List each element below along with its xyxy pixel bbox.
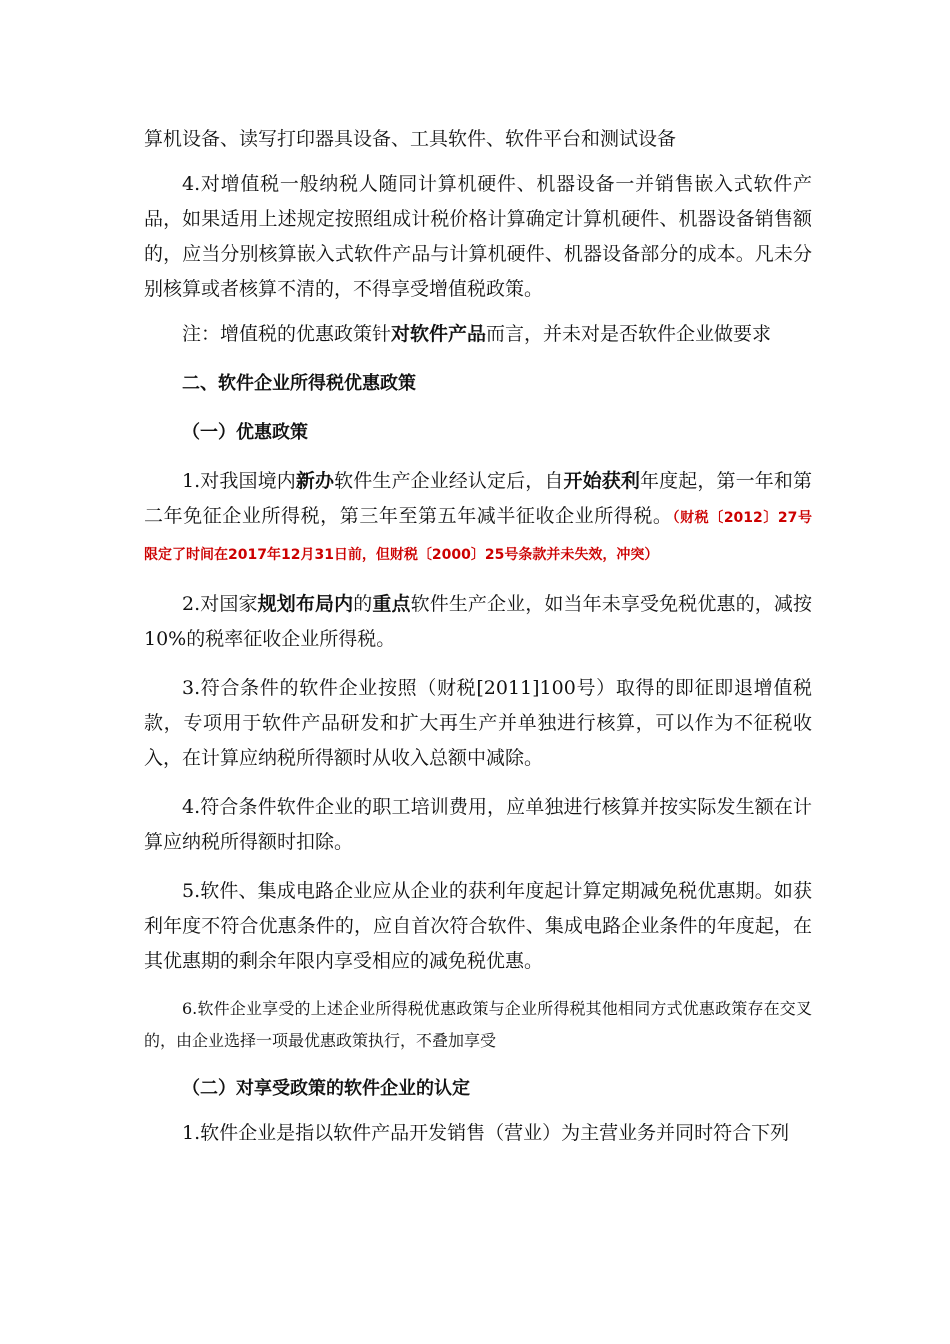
item1-text-a: 1.对我国境内 [182, 470, 296, 492]
item2-text-c: 软件生产企业，如当年未享受免税优惠的，减按10%的税率征收企业所得税。 [144, 593, 812, 650]
item1-emphasis-new: 新办 [295, 470, 335, 492]
item1-red-annotation: （财税〔2012〕27号 限定了时间在2017年12月31日前，但财税〔2000〕25号条款并未失效，冲突） [144, 510, 826, 563]
paragraph-continuation: 算机设备、读写打印器具设备、工具软件、软件平台和测试设备 [144, 128, 677, 150]
item2-text-b: 的 [353, 593, 373, 615]
policy-item-5: 5.软件、集成电路企业应从企业的获利年度起计算定期减免税优惠期。如获利年度不符合优惠条件的，应自首次符合软件、集成电路企业条件的年度起，在其优惠期的剩余年限内享受相应的减免税优惠。 [144, 880, 812, 972]
item2-emphasis-key: 重点 [372, 593, 411, 615]
certification-item-1: 1.软件企业是指以软件产品开发销售（营业）为主营业务并同时符合下列 [182, 1122, 790, 1144]
policy-item-2 [144, 587, 812, 657]
item2-emphasis-planning: 规划布局内 [257, 593, 354, 615]
note-paragraph [144, 317, 812, 352]
item1-emphasis-profit: 开始获利 [563, 470, 641, 492]
policy-item-4: 4.符合条件软件企业的职工培训费用，应单独进行核算并按实际发生额在计算应纳税所得额时扣除。 [144, 796, 812, 853]
policy-item-1 [144, 464, 826, 573]
subsection-heading-certification: （二）对享受政策的软件企业的认定 [182, 1078, 470, 1099]
item1-text-b: 软件生产企业经认定后，自 [334, 470, 564, 492]
note-text-end: 而言，并未对是否软件企业做要求 [486, 323, 772, 345]
subsection-heading-policies: （一）优惠政策 [182, 422, 308, 443]
paragraph-embedded-software: 4.对增值税一般纳税人随同计算机硬件、机器设备一并销售嵌入式软件产品，如果适用上述规定按照组成计税价格计算确定计算机硬件、机器设备销售额的，应当分别核算嵌入式软件产品与计算机硬件、机器设备部分的成本。凡未分别核算或者核算不清的，不得享受增值税政策。 [144, 173, 812, 300]
note-emphasis: 对软件产品 [391, 323, 487, 345]
note-text: 注：增值税的优惠政策针 [182, 323, 392, 345]
policy-item-6: 6.软件企业享受的上述企业所得税优惠政策与企业所得税其他相同方式优惠政策存在交叉的，由企业选择一项最优惠政策执行，不叠加享受 [144, 999, 812, 1050]
section-heading: 二、软件企业所得税优惠政策 [182, 373, 416, 394]
policy-item-3: 3.符合条件的软件企业按照（财税[2011]100号）取得的即征即退增值税款，专项用于软件产品研发和扩大再生产并单独进行核算，可以作为不征税收入，在计算应纳税所得额时从收入总额中减除。 [144, 677, 812, 769]
item1-text-c: 年度起，第一年和第二年免征企业所得税，第三年至第五年减半征收企业所得税。 [144, 470, 812, 527]
item2-text-a: 2.对国家 [182, 593, 258, 615]
document-body [144, 122, 826, 1151]
